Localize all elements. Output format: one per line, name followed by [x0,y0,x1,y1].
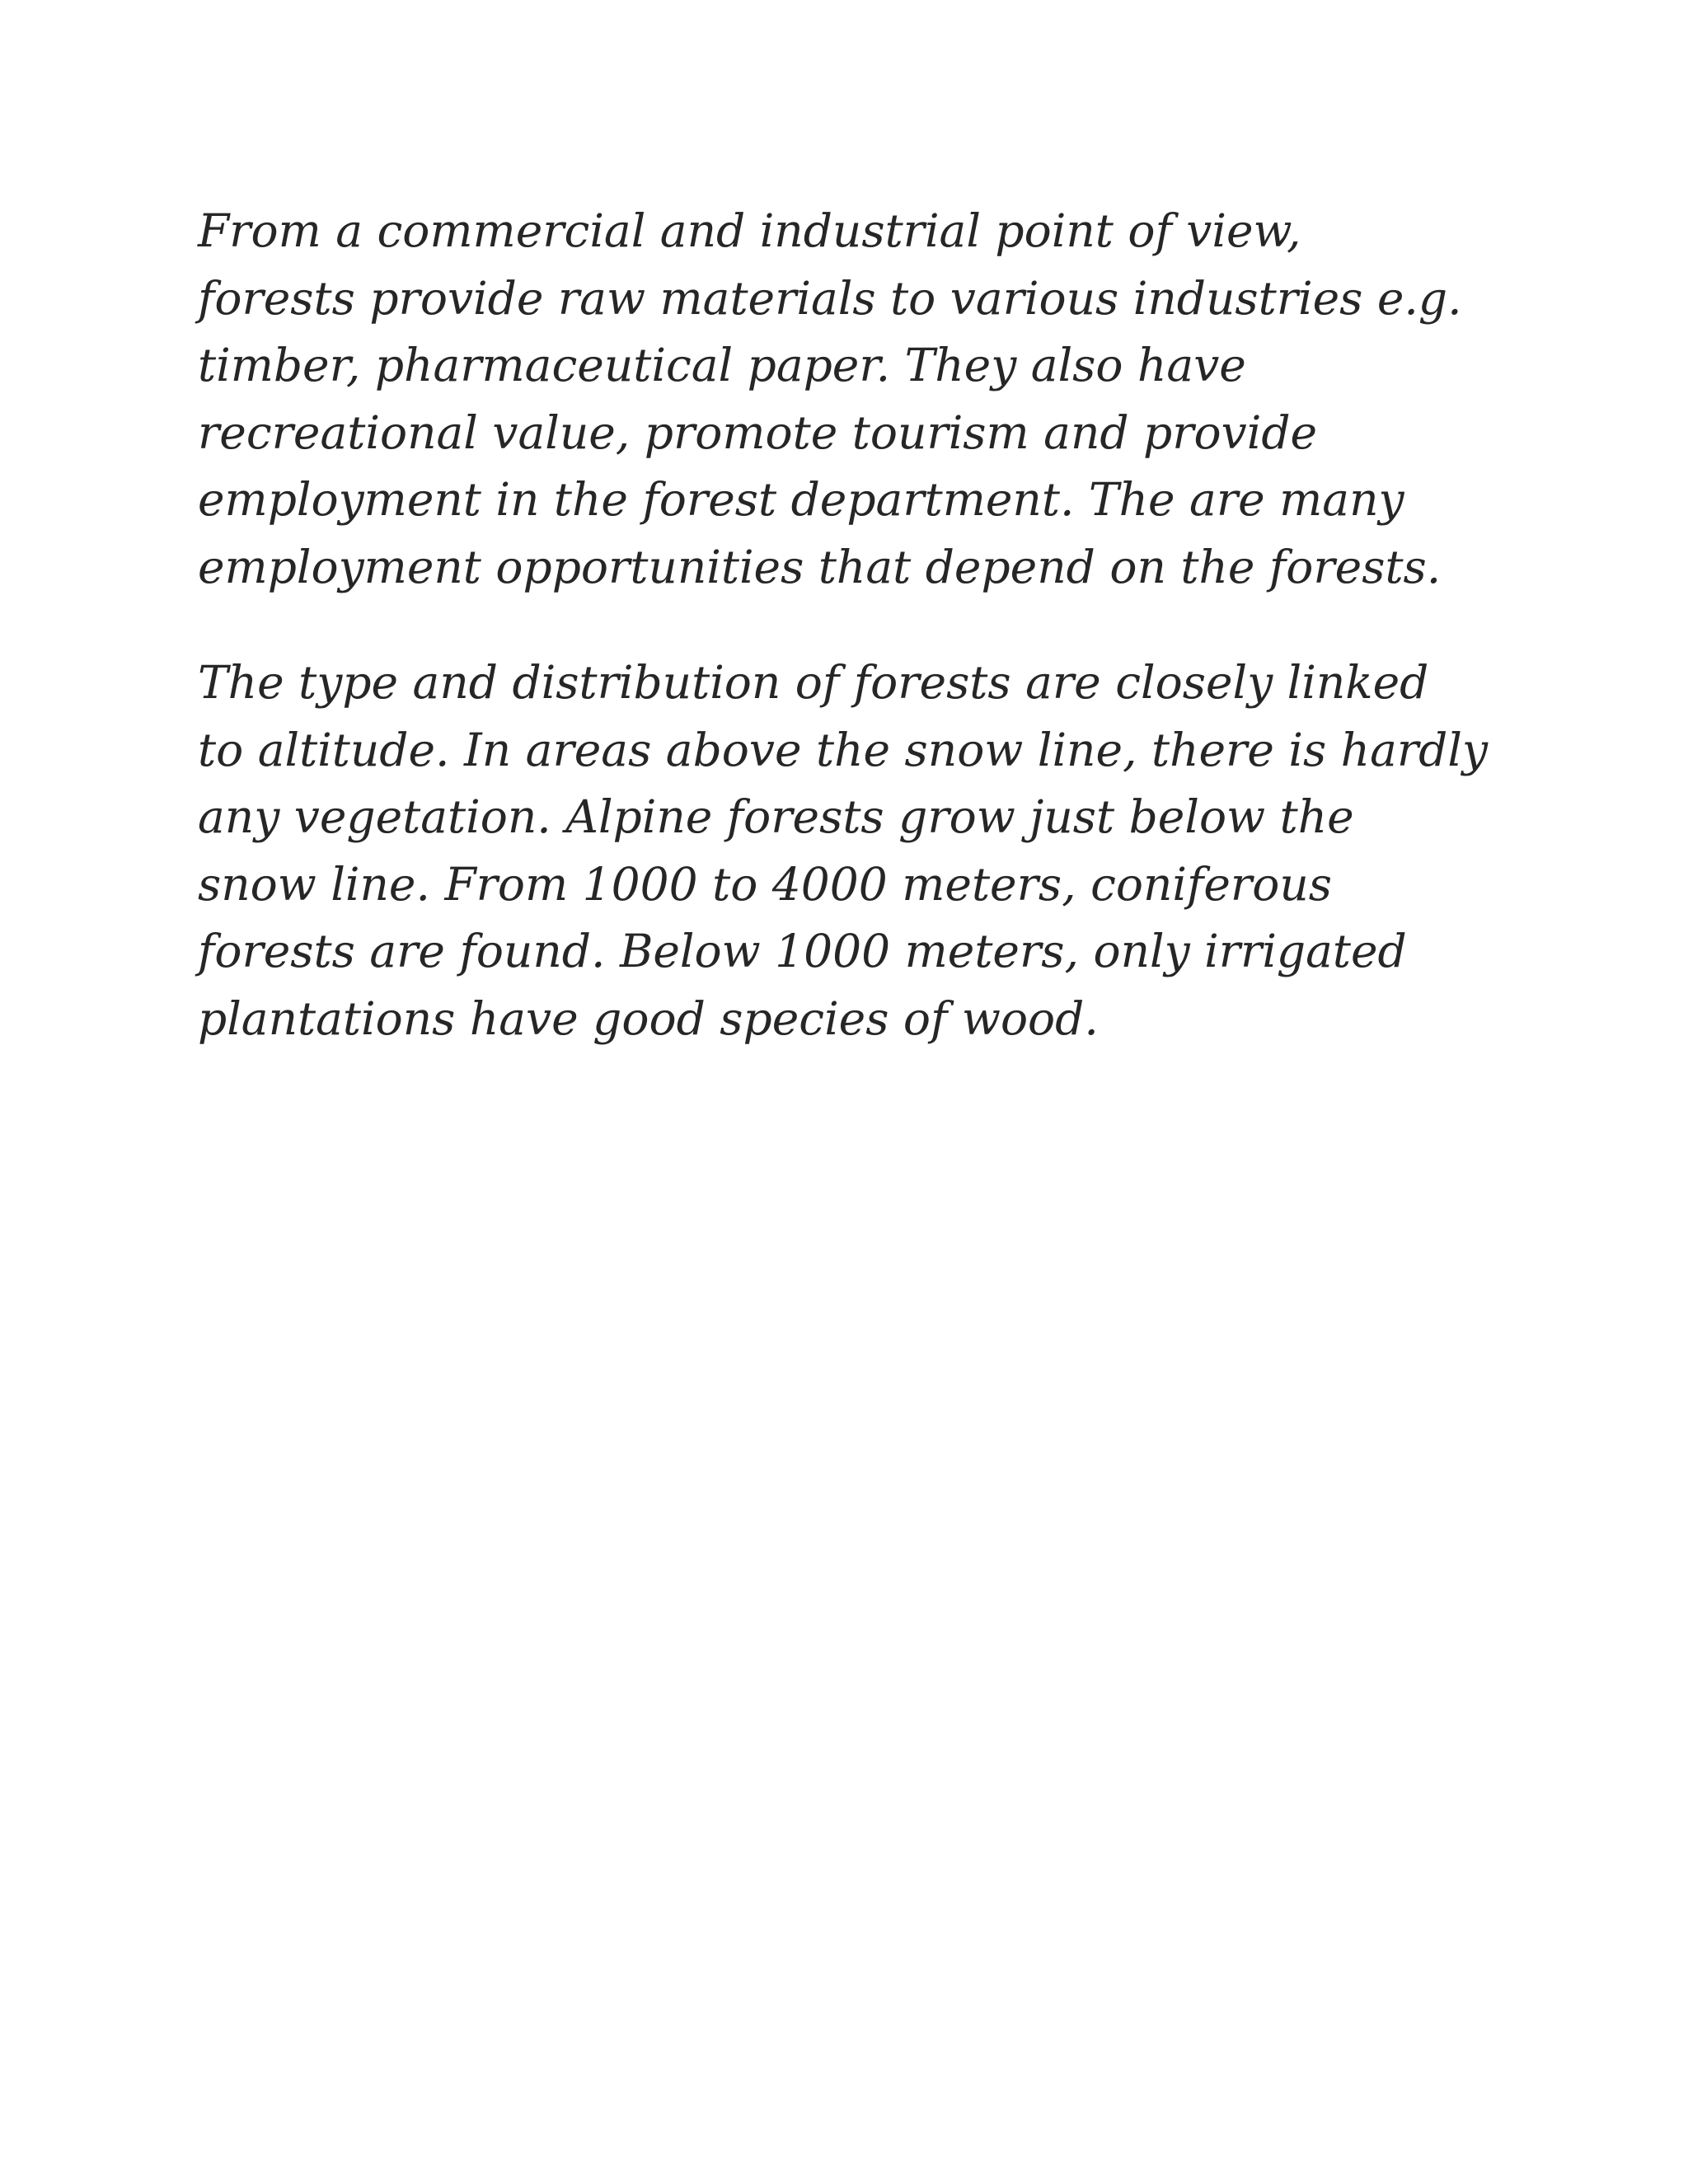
paragraph-1-line-6: employment opportunities that depend on the forests. [198,540,1442,593]
paragraph-1-line-4: recreational value, promote tourism and provide [198,405,1318,459]
paragraph-1 [198,198,1517,601]
paragraph-2-line-6: plantations have good species of wood. [198,991,1099,1045]
paragraph-2 [198,649,1517,1052]
paragraph-2-line-2: to altitude. In areas above the snow line, there is hardly [198,723,1489,776]
paragraph-2-line-3: any vegetation. Alpine forests grow just below the [198,790,1354,843]
paragraph-1-line-2: forests provide raw materials to various industries e.g. [198,271,1462,325]
paragraph-2-line-5: forests are found. Below 1000 meters, only irrigated [198,925,1407,977]
paragraph-1-line-3: timber, pharmaceutical paper. They also have [198,339,1246,391]
paragraph-2-line-1: The type and distribution of forests are closely linked [198,656,1429,709]
body-text [198,198,1517,1052]
paragraph-2-line-4: snow line. From 1000 to 4000 meters, coniferous [198,857,1332,911]
paragraph-1-line-5: employment in the forest department. The are many [198,473,1404,526]
paragraph-1-line-1: From a commercial and industrial point of view, [198,204,1301,257]
